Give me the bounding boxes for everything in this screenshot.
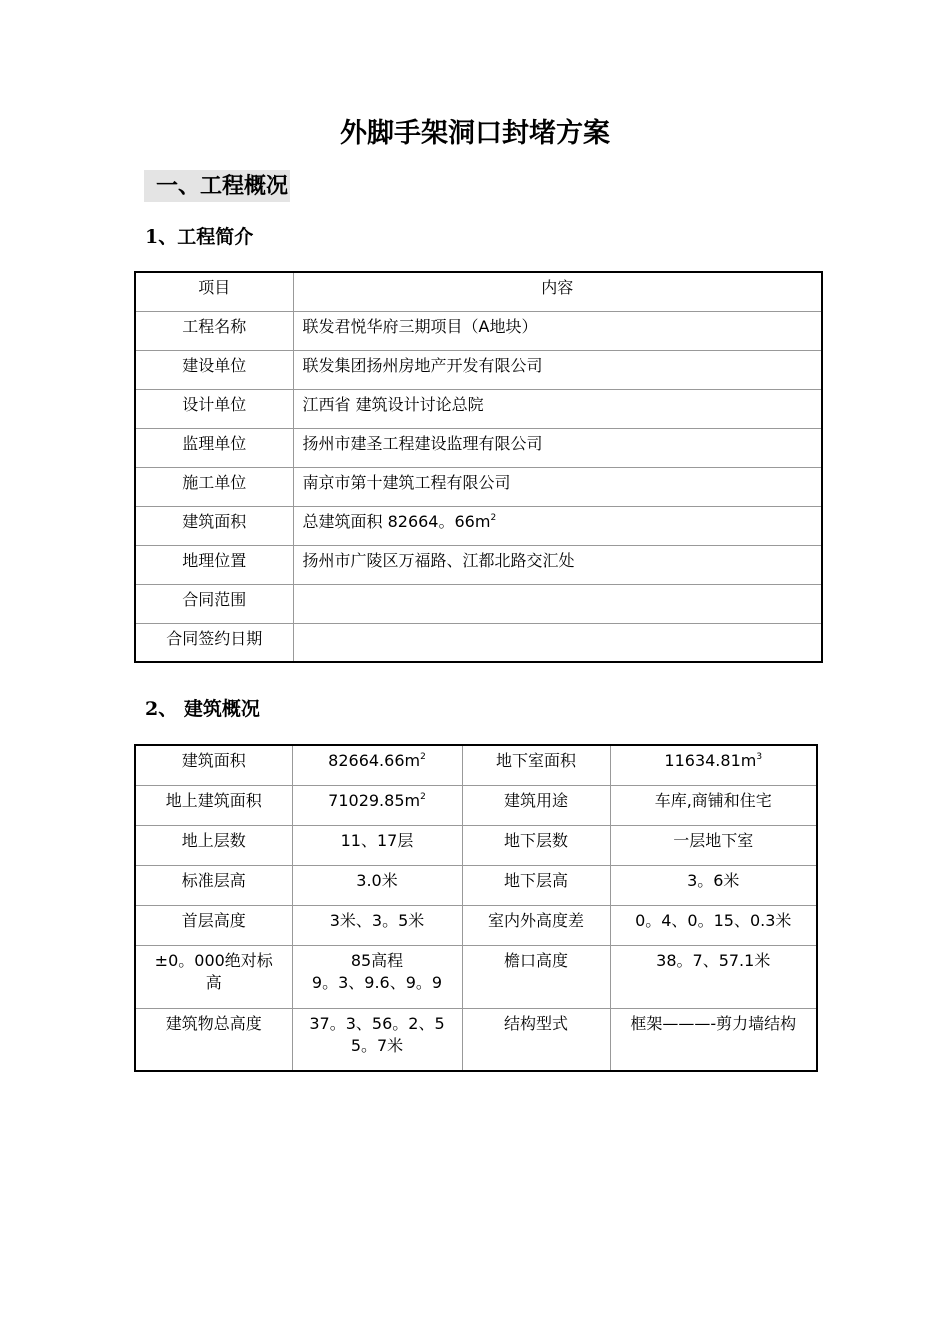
table-row — [135, 350, 822, 389]
value-text: 71029.85m — [328, 790, 421, 810]
header-content: 内容 — [293, 272, 822, 311]
label-cell: ±0。000绝对标 高 — [135, 945, 292, 1008]
value-cell — [610, 745, 817, 785]
table-row — [135, 389, 822, 428]
table-row — [135, 428, 822, 467]
subheading-building-overview: 2、 建筑概况 — [145, 698, 260, 720]
table-header-row — [135, 272, 822, 311]
label-cell: 首层高度 — [135, 905, 292, 945]
value-text: 总建筑面积 82664。66m — [302, 511, 491, 531]
value-text: 11634.81m — [664, 751, 757, 770]
row-label: 合同签约日期 — [135, 623, 293, 662]
table-row — [135, 945, 817, 1008]
value-cell: 85高程 9。3、9.6、9。9 — [292, 945, 462, 1008]
value-cell: 0。4、0。15、0.3米 — [610, 905, 817, 945]
value-cell: 3米、3。5米 — [292, 905, 462, 945]
label-cell: 地上层数 — [135, 825, 292, 865]
superscript: 3 — [756, 752, 763, 762]
value-cell: 3.0米 — [292, 865, 462, 905]
value-cell: 框架———-剪力墙结构 — [610, 1008, 817, 1071]
label-cell: 建筑面积 — [135, 745, 292, 785]
header-item: 项目 — [135, 272, 293, 311]
table-row — [135, 905, 817, 945]
value-cell: 一层地下室 — [610, 825, 817, 865]
row-value — [293, 506, 822, 545]
table-row — [135, 825, 817, 865]
table-row — [135, 584, 822, 623]
superscript: 2 — [420, 752, 426, 762]
label-cell: 地下室面积 — [462, 745, 610, 785]
label-cell: 建筑物总高度 — [135, 1008, 292, 1071]
label-cell: 地下层高 — [462, 865, 610, 905]
label-cell: 建筑用途 — [462, 785, 610, 825]
row-label: 工程名称 — [135, 311, 293, 350]
value-cell — [292, 745, 462, 785]
subheading-project-intro: 1、工程简介 — [145, 226, 254, 248]
table-row — [135, 623, 822, 662]
project-info-table — [134, 271, 823, 663]
row-label: 地理位置 — [135, 545, 293, 584]
row-label: 监理单位 — [135, 428, 293, 467]
value-cell: 11、17层 — [292, 825, 462, 865]
value-cell — [292, 785, 462, 825]
row-value: 联发集团扬州房地产开发有限公司 — [293, 350, 822, 389]
label-cell: 室内外高度差 — [462, 905, 610, 945]
row-value: 扬州市建圣工程建设监理有限公司 — [293, 428, 822, 467]
row-label: 建筑面积 — [135, 506, 293, 545]
row-value: 江西省 建筑设计讨论总院 — [293, 389, 822, 428]
row-value — [293, 623, 822, 662]
table-row — [135, 545, 822, 584]
row-label: 建设单位 — [135, 350, 293, 389]
superscript: 2 — [420, 791, 426, 802]
value-cell: 车库,商铺和住宅 — [610, 785, 817, 825]
table-row — [135, 506, 822, 545]
row-value: 联发君悦华府三期项目（A地块） — [293, 311, 822, 350]
table-row — [135, 865, 817, 905]
label-cell: 檐口高度 — [462, 945, 610, 1008]
table-row — [135, 311, 822, 350]
table-row — [135, 1008, 817, 1071]
table-row — [135, 785, 817, 825]
row-value: 南京市第十建筑工程有限公司 — [293, 467, 822, 506]
row-value — [293, 584, 822, 623]
value-text: 82664.66m — [328, 751, 421, 770]
table-row — [135, 467, 822, 506]
label-cell: 结构型式 — [462, 1008, 610, 1071]
row-label: 设计单位 — [135, 389, 293, 428]
label-cell: 地上建筑面积 — [135, 785, 292, 825]
label-cell: 地下层数 — [462, 825, 610, 865]
value-cell: 38。7、57.1米 — [610, 945, 817, 1008]
row-label: 合同范围 — [135, 584, 293, 623]
value-cell: 37。3、56。2、5 5。7米 — [292, 1008, 462, 1071]
section-heading-project-overview: 一、工程概况 — [144, 170, 290, 202]
superscript: 2 — [490, 512, 497, 523]
label-cell: 标准层高 — [135, 865, 292, 905]
table-row — [135, 745, 817, 785]
value-cell: 3。6米 — [610, 865, 817, 905]
row-value: 扬州市广陵区万福路、江都北路交汇处 — [293, 545, 822, 584]
building-info-table — [134, 744, 818, 1072]
document-title: 外脚手架洞口封堵方案 — [340, 118, 610, 149]
row-label: 施工单位 — [135, 467, 293, 506]
